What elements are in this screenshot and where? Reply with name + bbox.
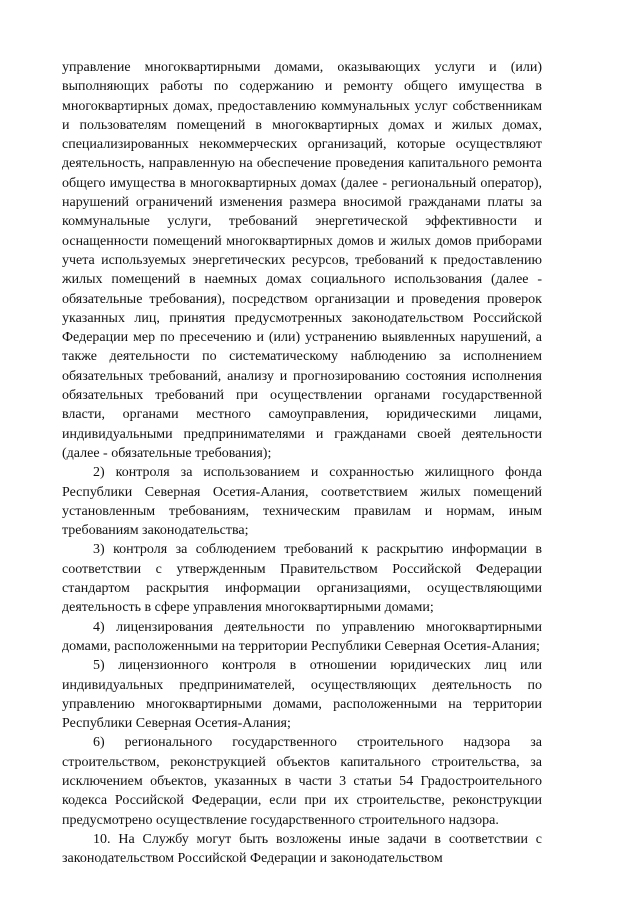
paragraph-section-10: 10. На Службу могут быть возложены иные задачи в соответствии с законодательством Российской Федерации и законодательством [62,831,542,867]
paragraph-continuation: управление многоквартирными домами, оказывающих услуги и (или) выполняющих работы по содержанию и ремонту общего имущества в многоквартирных домах, предоставлению коммунальных услуг собственникам и пользователям помещений в многоквартирных домах и жилых домах, специализированных некоммерческих организаций, которые осуществляют деятельность, направленную на обеспечение проведения капитального ремонта общего имущества в многоквартирных домах (далее - региональный оператор), нарушений ограничений изменения размера вносимой гражданами платы за коммунальные услуги, требований энергетической эффективности и оснащенности помещений многоквартирных домов и жилых домов приборами учета используемых энергетических ресурсов, требований к предоставлению жилых помещений в наемных домах социального использования (далее - обязательные требования), посредством организации и проведения проверок указанных лиц, принятия предусмотренных законодательством Российской Федерации мер по пресечению и (или) устранению выявленных нарушений, а также деятельности по систематическому наблюдению за исполнением обязательных требований, анализу и прогнозированию состояния исполнения обязательных требований при осуществлении органами государственной власти, органами местного самоуправления, юридическими лицами, индивидуальными предпринимателями и гражданами своей деятельности (далее - обязательные требования); [62,60,542,461]
paragraph-item-4: 4) лицензирования деятельности по управлению многоквартирными домами, расположенными на территории Республики Северная Осетия-Алания; [62,619,542,654]
paragraph-item-2: 2) контроля за использованием и сохранностью жилищного фонда Республики Северная Осетия-Алания, соответствием жилых помещений установленным требованиям, техническим правилам и нормам, иным требованиям законодательства; [62,465,542,539]
paragraph-item-3: 3) контроля за соблюдением требований к раскрытию информации в соответствии с утвержденным Правительством Российской Федерации стандартом раскрытия информации организациями, осуществляющими деятельность в сфере управления многоквартирными домами; [62,542,542,616]
document-page [62,58,542,868]
paragraph-item-6: 6) регионального государственного строительного надзора за строительством, реконструкцией объектов капитального строительства, за исключением объектов, указанных в части 3 статьи 54 Градостроительного кодекса Российской Федерации, если при их строительстве, реконструкции предусмотрено осуществление государственного строительного надзора. [62,735,542,828]
paragraph-item-5: 5) лицензионного контроля в отношении юридических лиц или индивидуальных предпринимателей, осуществляющих деятельность по управлению многоквартирными домами, расположенными на территории Республики Северная Осетия-Алания; [62,658,542,732]
